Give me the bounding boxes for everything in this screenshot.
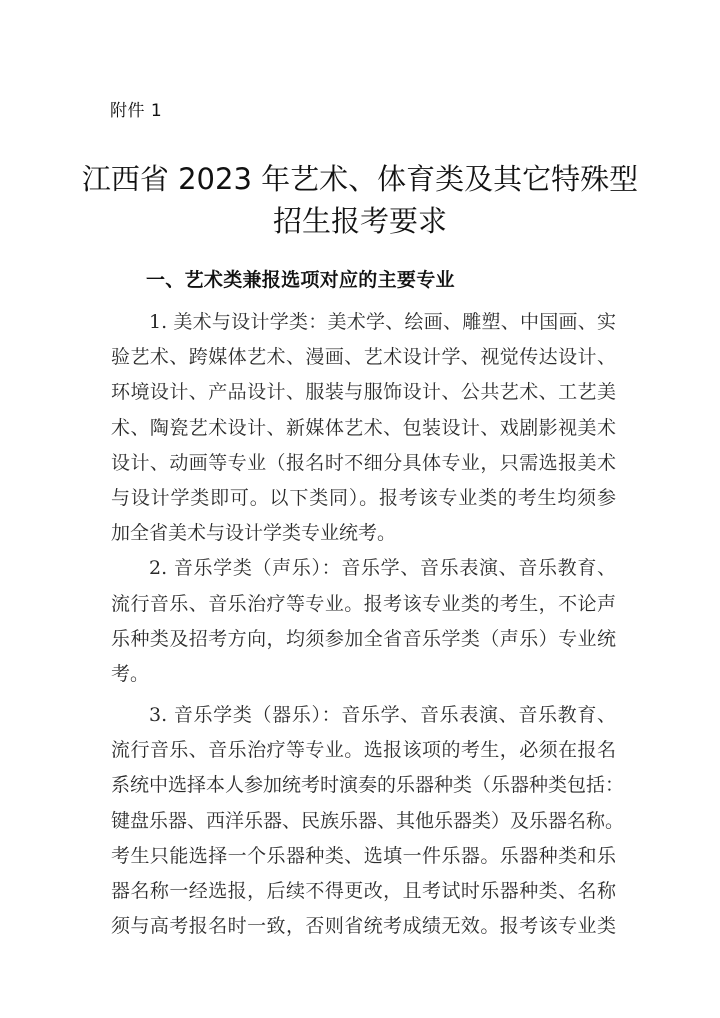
text-line: 2. 音乐学类（声乐）：音乐学、音乐表演、音乐教育、: [149, 557, 616, 580]
text-line: 器名称一经选报，后续不得更改，且考试时乐器种类、名称: [111, 880, 616, 902]
title-line: 江西省 2023 年艺术、体育类及其它特殊型: [81, 162, 639, 196]
paragraph-art-design: [111, 305, 616, 551]
text-line: 术、陶瓷艺术设计、新媒体艺术、包装设计、戏剧影视美术: [111, 416, 616, 439]
attachment-label: 附件 1: [110, 101, 163, 121]
text-line: 与设计学类即可。以下类同）。报考该专业类的考生均须参: [111, 486, 616, 509]
section-heading: 一、艺术类兼报选项对应的主要专业: [146, 269, 455, 291]
text-line: 考。: [111, 662, 150, 685]
title-line: 招生报考要求: [272, 204, 447, 238]
text-line: 键盘乐器、西洋乐器、民族乐器、其他乐器类）及乐器名称。: [111, 809, 625, 832]
text-line: 1. 美术与设计学类：美术学、绘画、雕塑、中国画、实: [149, 311, 616, 333]
text-line: 系统中选择本人参加统考时演奏的乐器种类（乐器种类包括：: [111, 774, 625, 797]
text-line: 加全省美术与设计学类专业统考。: [111, 522, 397, 545]
text-line: 3. 音乐学类（器乐）：音乐学、音乐表演、音乐教育、: [149, 704, 616, 727]
document-title: [0, 158, 720, 242]
paragraph-music-instrumental: [111, 698, 625, 944]
text-line: 设计、动画等专业（报名时不细分具体专业，只需选报美术: [111, 451, 616, 474]
document-body: [111, 305, 625, 944]
text-line: 验艺术、跨媒体艺术、漫画、艺术设计学、视觉传达设计、: [111, 346, 616, 369]
text-line: 乐种类及招考方向，均须参加全省音乐学类（声乐）专业统: [111, 627, 616, 650]
text-line: 考生只能选择一个乐器种类、选填一件乐器。乐器种类和乐: [111, 844, 616, 867]
text-line: 环境设计、产品设计、服装与服饰设计、公共艺术、工艺美: [111, 381, 616, 404]
paragraph-music-vocal: [111, 551, 616, 692]
text-line: 须与高考报名时一致，否则省统考成绩无效。报考该专业类: [111, 915, 616, 938]
text-line: 流行音乐、音乐治疗等专业。报考该专业类的考生，不论声: [111, 592, 616, 615]
text-line: 流行音乐、音乐治疗等专业。选报该项的考生，必须在报名: [111, 739, 616, 762]
